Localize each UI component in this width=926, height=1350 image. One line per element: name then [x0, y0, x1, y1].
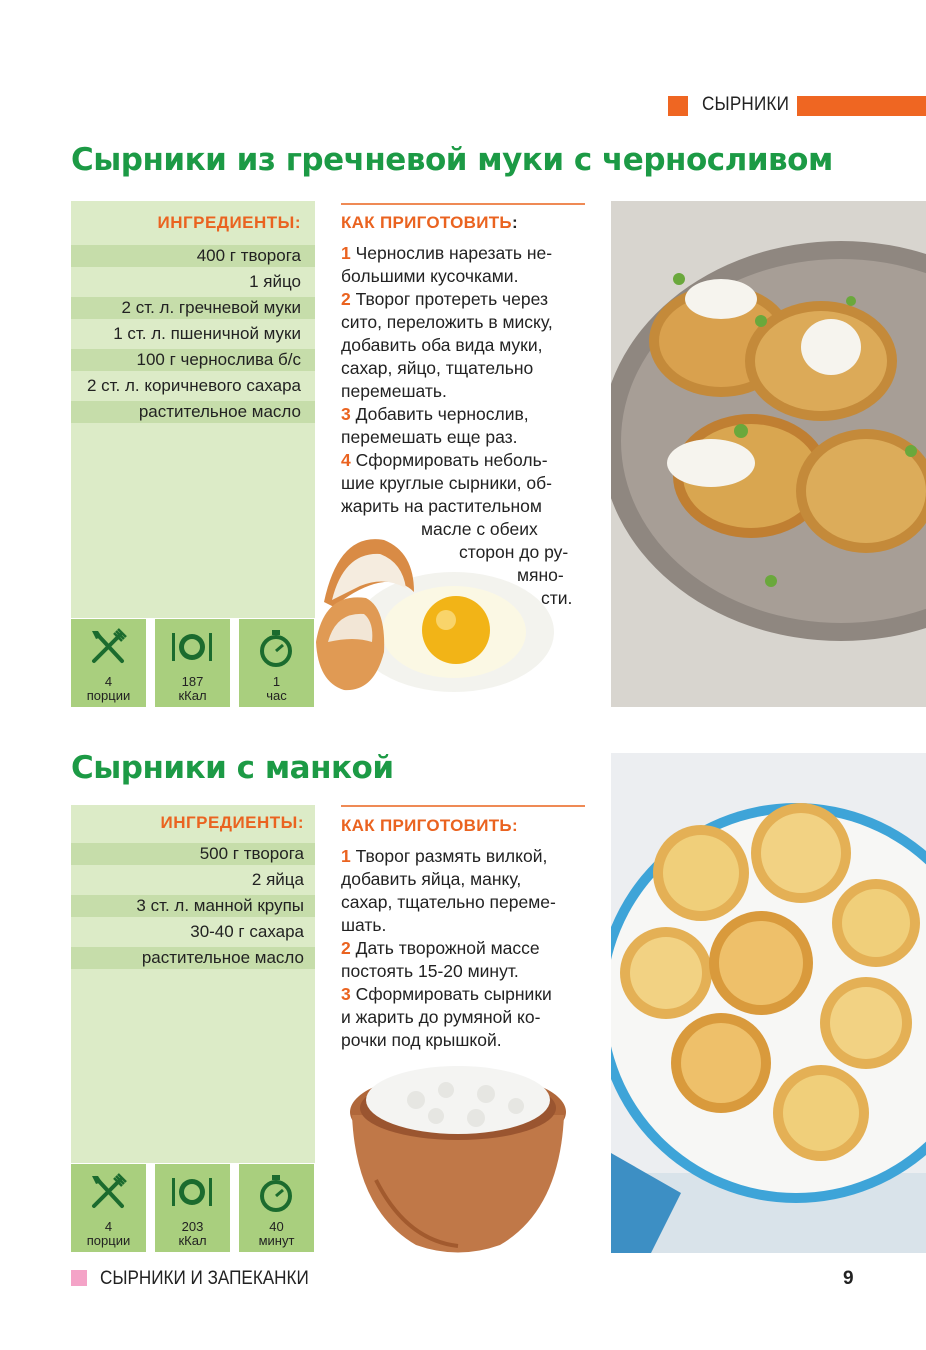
stat-label: порции [86, 1233, 131, 1248]
stat-value: 203 [181, 1219, 204, 1234]
ingredient-item: 2 ст. л. коричневого сахара [86, 376, 301, 395]
step-line: 2 Творог протереть через [341, 289, 549, 309]
recipe-1-stat-portions [71, 619, 146, 707]
step-line: шать. [341, 915, 387, 935]
step-line: шие круглые сырники, об- [341, 473, 552, 493]
recipe-1-howto-rule [341, 203, 585, 205]
stat-value: 1 [272, 674, 281, 689]
recipe-2-stat-calories [155, 1164, 230, 1252]
plate-icon [170, 1172, 214, 1212]
recipe-1-howto-heading: КАК ПРИГОТОВИТЬ: [341, 213, 518, 232]
fork-knife-icon [88, 627, 128, 667]
plate-icon [170, 627, 214, 667]
header-section-label: СЫРНИКИ [702, 94, 790, 115]
ingredient-item: 2 яйца [251, 870, 304, 889]
ingredient-item: 2 ст. л. гречневой муки [71, 297, 315, 319]
page-number: 9 [843, 1268, 854, 1289]
stopwatch-icon [256, 1172, 296, 1214]
cottage-cheese-bowl-illustration [346, 1060, 576, 1260]
stopwatch-icon [256, 627, 296, 669]
step-line: 3 Добавить чернослив, [341, 404, 529, 424]
stat-label: час [266, 688, 287, 703]
recipe-1-title: Сырники из гречневой муки с черносливом [71, 142, 833, 178]
recipe-1-stat-calories [155, 619, 230, 707]
header-marker [668, 96, 688, 116]
step-line: 3 Сформировать сырники [341, 984, 552, 1004]
recipe-2-howto-heading: КАК ПРИГОТОВИТЬ: [341, 816, 518, 835]
recipe-2-title: Сырники с манкой [71, 750, 394, 786]
stat-label: кКал [178, 688, 207, 703]
step-line: перемешать. [341, 381, 447, 401]
stat-value: 4 [104, 674, 113, 689]
step-line: добавить оба вида муки, [341, 335, 543, 355]
footer-section-label: СЫРНИКИ И ЗАПЕКАНКИ [100, 1268, 309, 1289]
stat-label: порции [86, 688, 131, 703]
recipe-2-stat-portions [71, 1164, 146, 1252]
stat-value: 4 [104, 1219, 113, 1234]
stat-value: 187 [181, 674, 204, 689]
step-line: 2 Дать творожной массе [341, 938, 540, 958]
recipe-2-stat-time [239, 1164, 314, 1252]
step-line: перемешать еще раз. [341, 427, 518, 447]
recipe-2-howto-rule [341, 805, 585, 807]
step-line: сторон до ру- [459, 542, 569, 562]
recipe-1-ingredients-panel [71, 201, 315, 618]
footer-marker [71, 1270, 87, 1286]
recipe-2-photo [611, 753, 926, 1253]
step-line: рочки под крышкой. [341, 1030, 502, 1050]
ingredient-item: 500 г творога [71, 843, 315, 865]
recipe-1-stat-time [239, 619, 314, 707]
step-line: 1 Чернослив нарезать не- [341, 243, 553, 263]
recipe-2-ingredients-heading: ИНГРЕДИЕНТЫ: [160, 813, 304, 832]
step-line: 1 Творог размять вилкой, [341, 846, 548, 866]
step-line: жарить на растительном [341, 496, 542, 516]
recipe-1-ingredients-heading: ИНГРЕДИЕНТЫ: [157, 213, 301, 232]
step-line: мяно- [517, 565, 564, 585]
fork-knife-icon [88, 1172, 128, 1212]
step-line: сахар, тщательно переме- [341, 892, 556, 912]
step-line: и жарить до румяной ко- [341, 1007, 541, 1027]
step-line: сти. [541, 588, 573, 608]
step-line: добавить яйца, манку, [341, 869, 522, 889]
ingredient-item: растительное масло [71, 401, 315, 423]
egg-illustration [314, 512, 564, 712]
step-line: сито, переложить в миску, [341, 312, 553, 332]
step-line: сахар, яйцо, тщательно [341, 358, 534, 378]
ingredient-item: 1 ст. л. пшеничной муки [113, 324, 301, 343]
ingredient-item: 1 яйцо [249, 272, 301, 291]
stat-label: кКал [178, 1233, 207, 1248]
step-line: большими кусочками. [341, 266, 519, 286]
step-line: масле с обеих [421, 519, 538, 539]
step-line: постоять 15-20 минут. [341, 961, 519, 981]
header-bar [797, 96, 926, 116]
ingredient-item: 400 г творога [71, 245, 315, 267]
ingredient-item: 3 ст. л. манной крупы [71, 895, 315, 917]
step-line: 4 Сформировать неболь- [341, 450, 548, 470]
recipe-2-steps [341, 845, 591, 1052]
ingredient-item: 100 г чернослива б/с [71, 349, 315, 371]
recipe-2-ingredients-panel [71, 805, 315, 1163]
ingredient-item: 30-40 г сахара [190, 922, 304, 941]
stat-value: 40 [269, 1219, 284, 1234]
ingredient-item: растительное масло [71, 947, 315, 969]
recipe-1-photo [611, 201, 926, 707]
stat-label: минут [258, 1233, 295, 1248]
